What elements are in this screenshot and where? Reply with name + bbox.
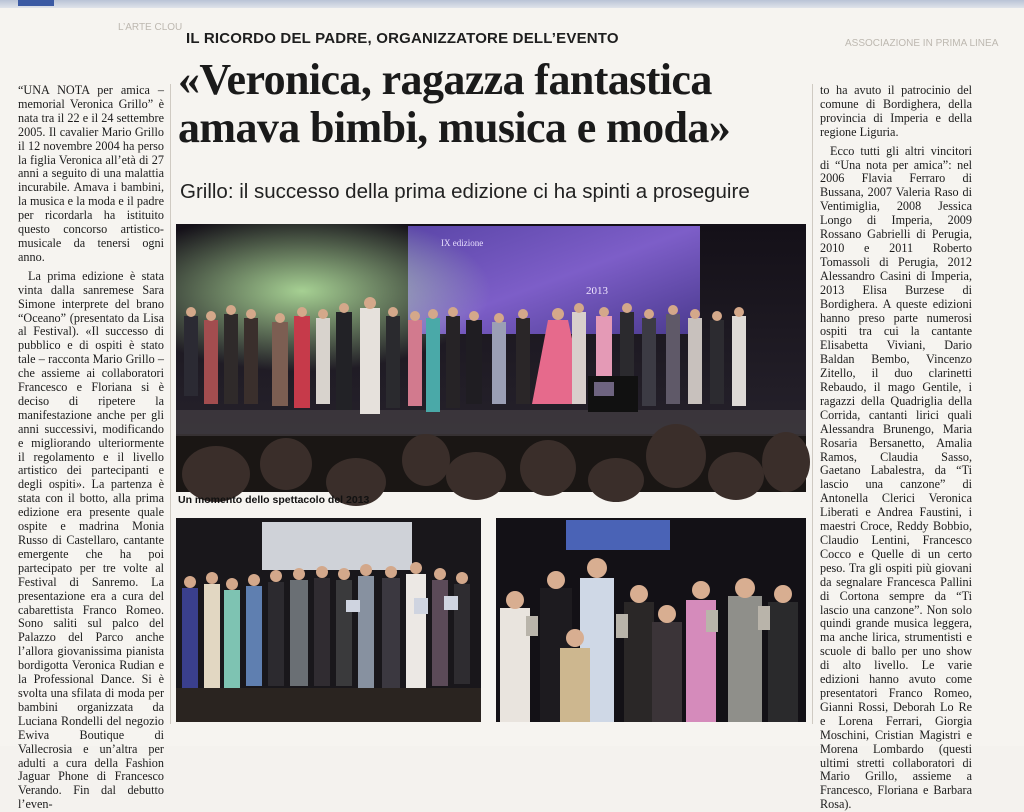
photo-bottom-left [176, 518, 481, 722]
stage-photo-illustration [176, 224, 806, 492]
paragraph: “UNA NOTA per amica – memorial Veronica Grillo” è nata tra il 22 e il 24 settembre 2005. Il cavalier Mario Grillo il 12 novembre 2004 ha perso la figlia Veronica all’età di 27 anni a seguito di una malattia incurabile. Amava i bambini, la musica e la moda e il padre per ricordarla ha istituito questo concorso artistico-musicale da tenersi ogni anno. [18, 83, 164, 264]
paragraph: to ha avuto il patrocinio del comune di Bordighera, della provincia di Imperia e della regione Liguria. [820, 83, 972, 139]
winners-photo-illustration [496, 518, 806, 722]
main-photo [176, 224, 806, 492]
top-border [0, 0, 1024, 8]
article-column-left [18, 83, 164, 812]
kicker: IL RICORDO DEL PADRE, ORGANIZZATORE DELL’EVENTO [186, 30, 619, 47]
paragraph: La prima edizione è stata vinta dalla sanremese Sara Simone interprete del brano “Oceano” (presentato da Lisa al Festival). «Il successo di pubblico e di ospiti è stato tale – racconta Mario Grillo – che assieme ai collaboratori Francesco e Floriana si è deciso di ripetere la manifestazione anche per gli anni successivi, modificando e migliorando ulteriormente il regolamento e il livello artistico dei partecipanti e degli ospiti». La partenza è stata con il botto, alla prima edizione era presente quale ospite e madrina Monia Russo di Castellaro, cantante emergente che ha poi partecipato per tre volte al Festival di Sanremo. La presentazione era a cura del cabarettista Franco Romeo. Sono saliti sul palco del Palazzo del Parco anche l’allora giovanissima pianista bordigotta Veronica Rudian e la Professional Dance. Si è svolta una sfilata di moda per bambini organizzata da Luciana Rondelli del negozio Ewiva Boutique di Vallecrosia e un’altra per adulti a cura della Fashion Jaguar Phone di Francesco Verando. Fin dal debutto l’even- [18, 268, 164, 812]
article-column-right [820, 83, 972, 812]
subhead: Grillo: il successo della prima edizione ci ha spinti a proseguire [180, 180, 750, 203]
column-rule [812, 84, 813, 724]
side-label-right: ASSOCIAZIONE IN PRIMA LINEA [845, 38, 999, 49]
group-photo-illustration [176, 518, 481, 722]
main-photo-caption: Un momento dello spettacolo del 2013 [178, 494, 370, 506]
headline-line-1: «Veronica, ragazza fantastica [178, 55, 712, 104]
headline-line-2: amava bimbi, musica e moda» [178, 103, 731, 152]
photo-bottom-right [496, 518, 806, 722]
headline [178, 56, 818, 152]
column-rule [170, 84, 171, 724]
backdrop-screen [566, 520, 670, 550]
top-accent [18, 0, 54, 6]
backdrop-screen [262, 522, 412, 570]
side-label-left: L’ARTE CLOU [118, 22, 183, 33]
paragraph: Ecco tutti gli altri vincitori di “Una nota per amica”: nel 2006 Flavia Ferraro di Bussana, 2007 Valeria Raso di Ventimiglia, 2008 Jessica Longo di Imperia, 2009 Rossano Gabrielli di Perugia, 2010 e 2011 Roberto Tomassoli di Perugia, 2012 Alessandro Casini di Imperia, 2013 Elisa Burzese di Bordighera. A queste edizioni hanno preso parte numerosi ospiti tra cui la cantante Elisabetta Viviani, Dario Baldan Bembo, Vincenzo Zitello, il duo clarinetti Rebaudo, il mago Gentile, i ragazzi della Quadriglia della Corrida, cantanti lirici quali Alessandra Brunengo, Maria Rosaria Bersanetto, Amalia Ramos, Claudia Sasso, Gaetano Labalestra, da “Ti lascio una canzone” di Antonella Clerici Veronica Liberati e Andrea Faustini, i maestri Croce, Reddy Bobbio, Claudio Lentini, Francesco Cocco e Quelle di un certo peso. Tra gli ospiti più giovani da segnalare Francesca Pallini di Cortona sempre da “Ti lascio una canzone”. Non solo quindi grande musica leggera, ma anche lirica, strumentisti e scuole di ballo per uno show di alto livello. Le varie edizioni hanno avuto come presentatori Franco Romeo, Gianni Rossi, Deborah Lo Re e Lorena Ferrari, Giorgia Moschini, Cristian Magistri e Morena Lombardo (questi ultimi stretti collaboratori di Mario Grillo, assieme a Francesco, Floriana e Barbara Rosa). [820, 143, 972, 812]
